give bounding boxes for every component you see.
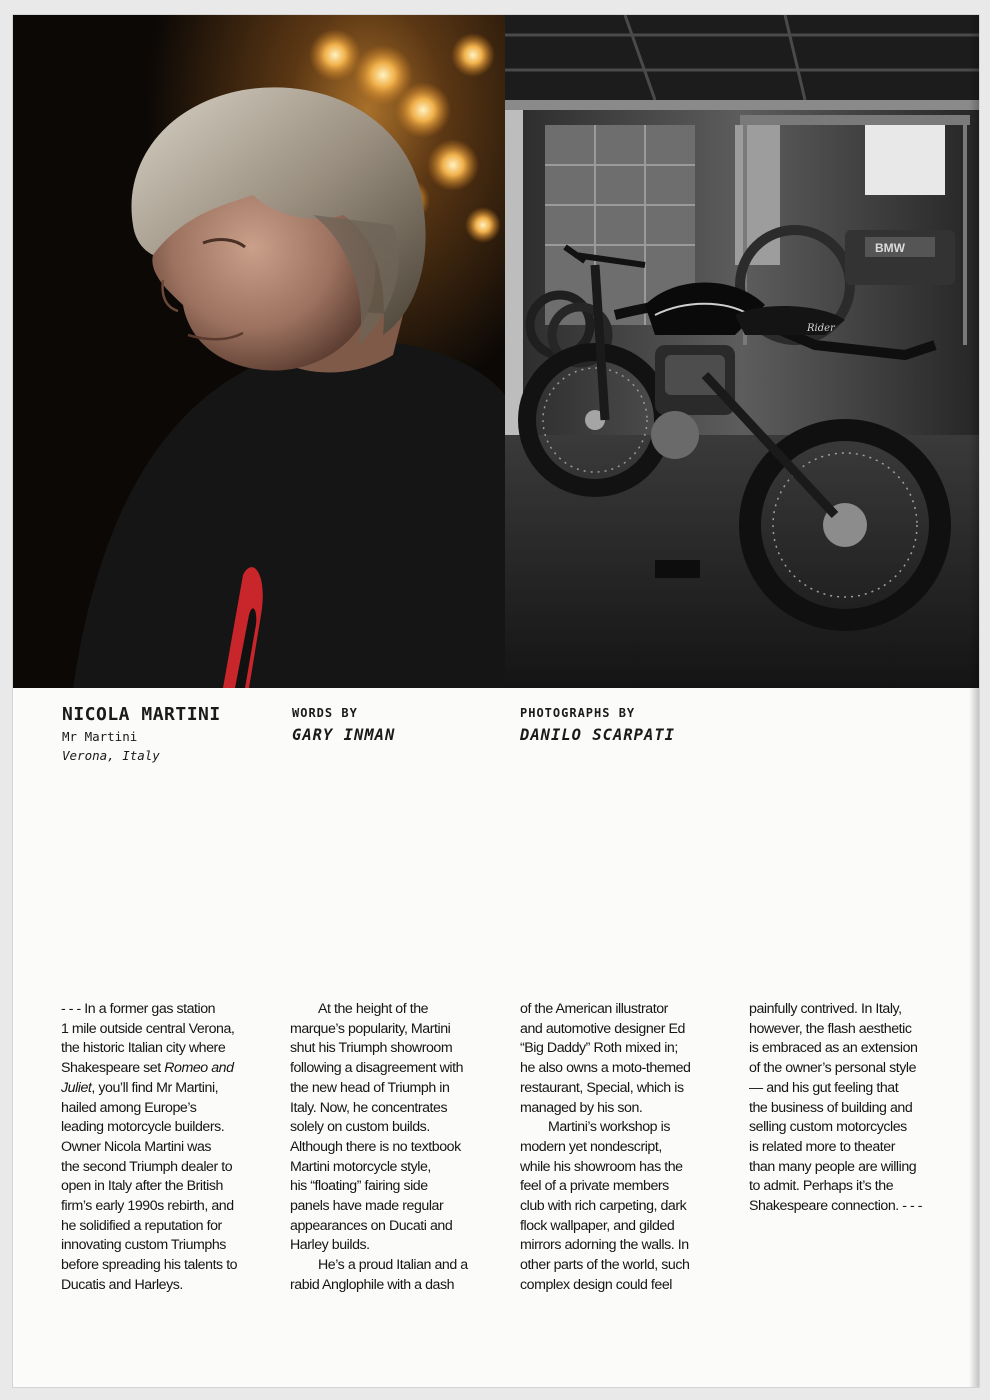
page-edge-shadow <box>969 15 979 1387</box>
text-line: is embraced as an extension <box>749 1040 918 1057</box>
text-line: flock wallpaper, and gilded <box>520 1217 675 1234</box>
text-line: panels have made regular <box>290 1198 444 1215</box>
text-line: is related more to theater <box>749 1138 896 1155</box>
text-line: At the height of the <box>318 1001 429 1017</box>
text-line: “Big Daddy” Roth mixed in; <box>520 1040 678 1057</box>
text-line: the historic Italian city where <box>61 1040 226 1057</box>
text-line: complex design could feel <box>520 1276 673 1293</box>
text-line: Martini motorcycle style, <box>290 1158 431 1175</box>
text-line: appearances on Ducati and <box>290 1217 453 1234</box>
photographs-by-label: PHOTOGRAPHS BY <box>520 706 636 720</box>
text-line: of the American illustrator <box>520 1001 668 1017</box>
text-line: painfully contrived. In Italy, <box>749 1001 902 1017</box>
workshop-lamp <box>865 125 945 195</box>
text-line: He’s a proud Italian and a <box>318 1257 468 1274</box>
text-line: shut his Triumph showroom <box>290 1040 453 1057</box>
text-line: of the owner’s personal style <box>749 1060 917 1077</box>
photographer-name: DANILO SCARPATI <box>520 726 675 744</box>
writer-credit <box>292 704 395 744</box>
text-line: however, the flash aesthetic <box>749 1020 912 1037</box>
text-run: , you’ll find Mr Martini, <box>91 1079 219 1096</box>
text-line: Martini’s workshop is <box>548 1119 670 1136</box>
magazine-page <box>13 15 979 1387</box>
profile-block <box>62 704 221 765</box>
text-line: other parts of the world, such <box>520 1257 690 1274</box>
text-line: innovating custom Triumphs <box>61 1237 226 1254</box>
business-location: Verona, Italy <box>62 748 160 763</box>
text-line: he solidified a reputation for <box>61 1217 222 1234</box>
text-line: 1 mile outside central Verona, <box>61 1020 235 1037</box>
play-title: Romeo and <box>164 1060 234 1077</box>
text-line: rabid Anglophile with a dash <box>290 1276 455 1293</box>
text-run: Shakespeare set <box>61 1060 165 1077</box>
text-line: he also owns a moto-themed <box>520 1060 691 1077</box>
text-line: before spreading his talents to <box>61 1257 238 1274</box>
text-line: than many people are willing <box>749 1158 917 1175</box>
text-line: following a disagreement with <box>290 1060 464 1077</box>
text-line: mirrors adorning the walls. In <box>520 1237 689 1254</box>
text-line: Ducatis and Harleys. <box>61 1276 183 1293</box>
engine-badge: BMW <box>875 241 905 255</box>
text-line: and automotive designer Ed <box>520 1020 685 1037</box>
text-line: managed by his son. <box>520 1099 643 1116</box>
text-line: his “floating” fairing side <box>290 1178 428 1195</box>
text-line: Although there is no textbook <box>290 1138 461 1155</box>
text-line: club with rich carpeting, dark <box>520 1198 687 1215</box>
words-by-label: WORDS BY <box>292 706 358 720</box>
text-line: the second Triumph dealer to <box>61 1158 233 1175</box>
text-line: solely on custom builds. <box>290 1119 430 1136</box>
writer-name: GARY INMAN <box>292 726 396 744</box>
text-line: firm’s early 1990s rebirth, and <box>61 1198 234 1215</box>
text-line: Italy. Now, he concentrates <box>290 1099 448 1116</box>
text-line: Harley builds. <box>290 1237 370 1254</box>
workshop-illustration <box>505 15 979 688</box>
play-title: Juliet <box>61 1079 92 1096</box>
text-line <box>61 1059 261 1079</box>
text-line: the business of building and <box>749 1099 913 1116</box>
text-line: — and his gut feeling that <box>749 1079 899 1096</box>
text-line: Owner Nicola Martini was <box>61 1138 212 1155</box>
text-line: hailed among Europe’s <box>61 1099 197 1116</box>
text-line: feel of a private members <box>520 1178 669 1195</box>
text-line: the new head of Triumph in <box>290 1079 450 1096</box>
portrait-photo <box>13 15 505 688</box>
text-line: marque’s popularity, Martini <box>290 1020 451 1037</box>
builder-name: NICOLA MARTINI <box>62 704 221 725</box>
text-line: to admit. Perhaps it’s the <box>749 1178 894 1195</box>
text-line <box>61 1079 261 1099</box>
portrait-illustration <box>13 15 505 688</box>
text-line: open in Italy after the British <box>61 1178 223 1195</box>
text-line: Shakespeare connection. - - - <box>749 1198 923 1215</box>
business-name: Mr Martini <box>62 729 138 744</box>
article-column-1 <box>61 1000 261 1296</box>
article-column-4 <box>749 1000 954 1217</box>
text-line: selling custom motorcycles <box>749 1119 907 1136</box>
text-line: leading motorcycle builders. <box>61 1119 225 1136</box>
text-line: while his showroom has the <box>520 1158 683 1175</box>
article-column-3 <box>520 1000 720 1296</box>
tank-badge: Rider <box>807 323 835 334</box>
photographer-credit <box>520 704 675 744</box>
workshop-photo <box>505 15 979 688</box>
text-line: restaurant, Special, which is <box>520 1079 684 1096</box>
text-line: modern yet nondescript, <box>520 1138 662 1155</box>
text-line: - - - In a former gas station <box>61 1001 216 1017</box>
article-column-2 <box>290 1000 490 1296</box>
